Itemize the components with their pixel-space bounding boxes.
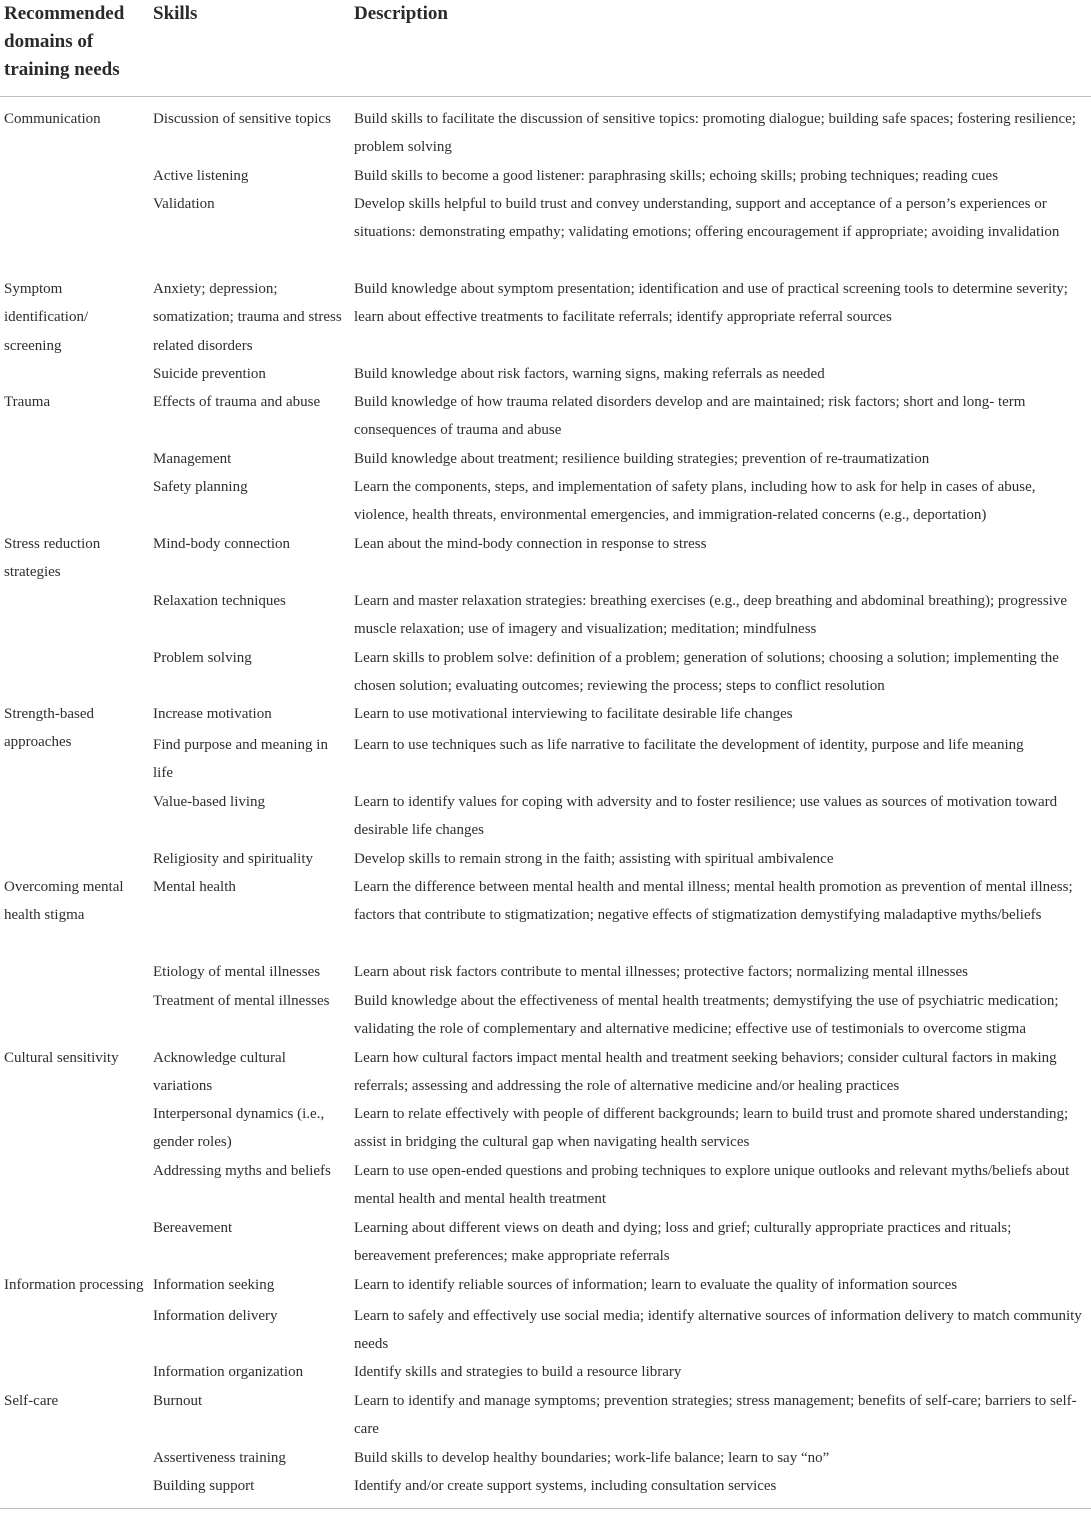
- table-row: [0, 1472, 1091, 1500]
- cell-skill: Etiology of mental illnesses: [153, 964, 321, 980]
- table-row: [0, 788, 1091, 845]
- cell-description: Build knowledge about symptom presentation; identification and use of practical screening tools to determine severity; learn about effective treatments to facilitate referrals; identify appropriate referral sources: [354, 281, 1068, 326]
- cell-domain: Self-care: [4, 1393, 59, 1409]
- cell-skill: Relaxation techniques: [153, 593, 286, 609]
- cell-description: Learn to identify values for coping with adversity and to foster resilience; use values as sources of motivation toward desirable life changes: [354, 794, 1058, 839]
- cell-skill: Increase motivation: [153, 706, 272, 722]
- cell-skill: Value-based living: [153, 794, 266, 810]
- cell-skill: Interpersonal dynamics (i.e., gender roles): [153, 1106, 325, 1151]
- cell-skill: Mental health: [153, 879, 236, 895]
- cell-description: Learn how cultural factors impact mental health and treatment seeking behaviors; consider cultural factors in making referrals; assessing and addressing the role of alternative medicine and/or healing practices: [354, 1050, 1057, 1095]
- cell-domain: Trauma: [4, 394, 51, 410]
- cell-skill: Treatment of mental illnesses: [153, 993, 330, 1009]
- cell-domain: Overcoming mental health stigma: [4, 879, 124, 924]
- column-header-domains: Recommended domains of training needs: [4, 3, 125, 80]
- cell-description: Learn to identify reliable sources of information; learn to evaluate the quality of information sources: [354, 1277, 958, 1293]
- cell-skill: Mind-body connection: [153, 536, 291, 552]
- table-row: [0, 1157, 1091, 1214]
- cell-description: Learn about risk factors contribute to mental illnesses; protective factors; normalizing mental illnesses: [354, 964, 968, 980]
- table-row: [0, 987, 1091, 1044]
- cell-description: Learning about different views on death and dying; loss and grief; culturally appropriate practices and rituals; bereavement preferences; make appropriate referrals: [354, 1220, 1012, 1265]
- table-body: [0, 105, 1091, 1500]
- cell-description: Learn to relate effectively with people of different backgrounds; learn to build trust and promote shared understanding; assist in bridging the cultural gap when navigating health services: [354, 1106, 1069, 1151]
- table-row: [0, 105, 1091, 162]
- cell-skill: Anxiety; depression; somatization; trauma and stress related disorders: [153, 281, 342, 354]
- cell-description: Develop skills helpful to build trust and convey understanding, support and acceptance of a person’s experiences or situations: demonstrating empathy; validating emotions; offering encouragement if appropriate; avoiding invalidation: [354, 196, 1060, 241]
- cell-description: Learn the components, steps, and implementation of safety plans, including how to ask for help in cases of abuse, violence, health threats, environmental emergencies, and immigration-related concerns (e.g., deportation): [354, 479, 1036, 524]
- table-row: [0, 275, 1091, 360]
- table-row: [0, 445, 1091, 473]
- cell-domain: Information processing: [4, 1277, 144, 1293]
- table-row: [0, 644, 1091, 700]
- column-header-description: Description: [354, 3, 448, 24]
- cell-skill: Building support: [153, 1478, 255, 1494]
- table-row: [0, 1358, 1091, 1387]
- cell-description: Learn and master relaxation strategies: breathing exercises (e.g., deep breathing and abdominal breathing); progressive muscle relaxation; use of imagery and visualization; meditation; mindfulness: [354, 593, 1068, 638]
- cell-skill: Religiosity and spirituality: [153, 851, 313, 867]
- cell-skill: Safety planning: [153, 479, 248, 495]
- table-row: [0, 473, 1091, 530]
- cell-skill: Active listening: [153, 168, 249, 184]
- table-row: [0, 530, 1091, 587]
- table-bottom-rule: [0, 1508, 1091, 1509]
- cell-skill: Information organization: [153, 1364, 304, 1380]
- column-header-skills: Skills: [153, 3, 198, 24]
- cell-description: Develop skills to remain strong in the faith; assisting with spiritual ambivalence: [354, 851, 834, 867]
- table-row: [0, 958, 1091, 987]
- cell-description: Build skills to develop healthy boundaries; work-life balance; learn to say “no”: [354, 1450, 830, 1466]
- cell-domain: Communication: [4, 111, 101, 127]
- table-row: [0, 162, 1091, 190]
- cell-description: Build knowledge about treatment; resilience building strategies; prevention of re-traumatization: [354, 451, 930, 467]
- cell-description: Learn the difference between mental health and mental illness; mental health promotion as prevention of mental illness; factors that contribute to stigmatization; negative effects of stigmatization demystifying maladaptive myths/beliefs: [354, 879, 1073, 924]
- cell-skill: Find purpose and meaning in life: [153, 737, 328, 782]
- table-row: [0, 1214, 1091, 1271]
- table-row: [0, 360, 1091, 388]
- cell-description: Lean about the mind-body connection in response to stress: [354, 536, 707, 552]
- cell-skill: Suicide prevention: [153, 366, 266, 382]
- cell-skill: Assertiveness training: [153, 1450, 286, 1466]
- cell-description: Learn to identify and manage symptoms; prevention strategies; stress management; benefits of self-care; barriers to self-care: [354, 1393, 1077, 1438]
- cell-description: Build skills to become a good listener: paraphrasing skills; echoing skills; probing techniques; reading cues: [354, 168, 999, 184]
- table-row: [0, 1100, 1091, 1157]
- table-row: [0, 1271, 1091, 1302]
- cell-skill: Bereavement: [153, 1220, 233, 1236]
- table-row: [0, 845, 1091, 873]
- table-row: [0, 1444, 1091, 1472]
- cell-description: Learn to safely and effectively use social media; identify alternative sources of information delivery to match community needs: [354, 1308, 1082, 1353]
- cell-skill: Acknowledge cultural variations: [153, 1050, 286, 1095]
- table-row: [0, 388, 1091, 445]
- cell-description: Identify and/or create support systems, including consultation services: [354, 1478, 777, 1494]
- cell-description: Build knowledge of how trauma related disorders develop and are maintained; risk factors; short and long- term consequences of trauma and abuse: [354, 394, 1026, 439]
- cell-description: Learn skills to problem solve: definition of a problem; generation of solutions; choosing a solution; implementing the chosen solution; evaluating outcomes; reviewing the process; steps to conflict resolution: [354, 650, 1059, 695]
- table-row: [0, 587, 1091, 644]
- cell-description: Learn to use motivational interviewing to facilitate desirable life changes: [354, 706, 793, 722]
- cell-skill: Addressing myths and beliefs: [153, 1163, 331, 1179]
- cell-description: Build skills to facilitate the discussion of sensitive topics: promoting dialogue; building safe spaces; fostering resilience; problem solving: [354, 111, 1076, 156]
- cell-domain: Cultural sensitivity: [4, 1050, 119, 1066]
- cell-description: Learn to use open-ended questions and probing techniques to explore unique outlooks and relevant myths/beliefs about mental health and mental health treatment: [354, 1163, 1070, 1208]
- cell-description: Identify skills and strategies to build a resource library: [354, 1364, 682, 1380]
- cell-domain: Strength-based approaches: [4, 706, 94, 751]
- cell-domain: Symptom identification/ screening: [4, 281, 89, 354]
- table-row: [0, 873, 1091, 958]
- table-header: [0, 0, 1091, 97]
- table-row: [0, 1302, 1091, 1358]
- cell-skill: Information delivery: [153, 1308, 278, 1324]
- cell-description: Learn to use techniques such as life narrative to facilitate the development of identity, purpose and life meaning: [354, 737, 1024, 753]
- cell-description: Build knowledge about risk factors, warning signs, making referrals as needed: [354, 366, 825, 382]
- cell-skill: Information seeking: [153, 1277, 275, 1293]
- table-row: [0, 190, 1091, 275]
- table-row: [0, 1387, 1091, 1444]
- cell-description: Build knowledge about the effectiveness of mental health treatments; demystifying the use of psychiatric medication; validating the role of complementary and alternative medicine; effective use of testimonials to overcome stigma: [354, 993, 1059, 1038]
- table-row: [0, 1044, 1091, 1100]
- cell-skill: Management: [153, 451, 232, 467]
- cell-skill: Effects of trauma and abuse: [153, 394, 321, 410]
- cell-skill: Problem solving: [153, 650, 252, 666]
- cell-skill: Discussion of sensitive topics: [153, 111, 331, 127]
- table-row: [0, 731, 1091, 788]
- cell-skill: Burnout: [153, 1393, 203, 1409]
- cell-skill: Validation: [153, 196, 215, 212]
- cell-domain: Stress reduction strategies: [4, 536, 101, 581]
